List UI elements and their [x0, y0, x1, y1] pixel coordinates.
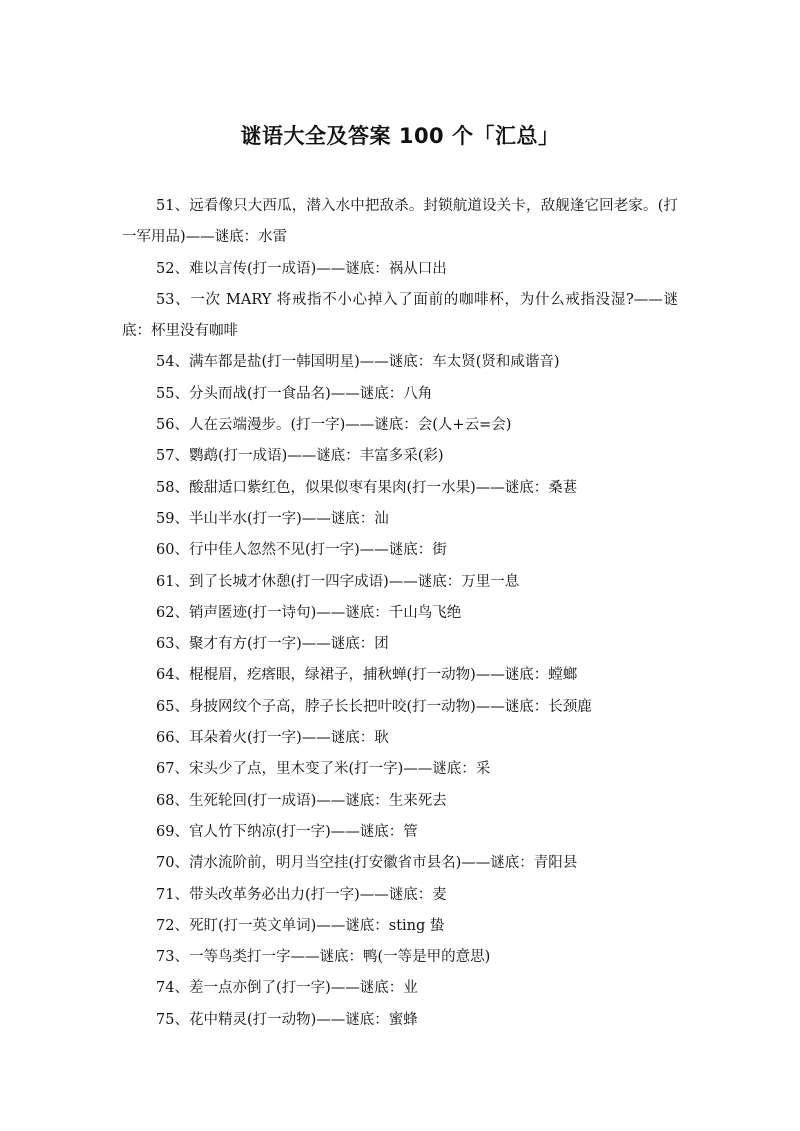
riddle-entry-52: 52、难以言传(打一成语)——谜底：祸从口出 [156, 260, 447, 277]
riddle-entry-71: 71、带头改革务必出力(打一字)——谜底：麦 [156, 886, 447, 903]
riddle-entry-64: 64、棍棍眉，疙瘩眼，绿裙子，捕秋蝉(打一动物)——谜底：螳螂 [156, 667, 578, 684]
riddle-entry-54: 54、满车都是盐(打一韩国明星)——谜底：车太贤(贤和咸谐音) [156, 354, 560, 371]
riddle-entry-65: 65、身披网纹个子高，脖子长长把叶咬(打一动物)——谜底：长颈鹿 [156, 698, 592, 715]
riddle-entry-57: 57、鹦鹉(打一成语)——谜底：丰富多采(彩) [156, 448, 444, 465]
riddle-entry-67: 67、宋头少了点，里木变了米(打一字)——谜底：采 [156, 761, 491, 778]
riddle-entry-56: 56、人在云端漫步。(打一字)——谜底：会(人+云=会) [156, 417, 512, 434]
riddle-entry-72: 72、死盯(打一英文单词)——谜底：sting 蛰 [156, 917, 445, 934]
riddle-entry-59: 59、半山半水(打一字)——谜底：汕 [156, 510, 389, 527]
riddle-entry-75: 75、花中精灵(打一动物)——谜底：蜜蜂 [156, 1011, 418, 1028]
riddle-entry-61: 61、到了长城才休憩(打一四字成语)——谜底：万里一息 [156, 573, 520, 590]
riddle-entry-51: 51、远看像只大西瓜，潜入水中把敌杀。封锁航道设关卡，敌舰逢它回老家。(打一军用品)——谜底：水雷 [122, 198, 678, 246]
riddle-entry-69: 69、官人竹下纳凉(打一字)——谜底：管 [156, 823, 418, 840]
riddle-entry-74: 74、差一点亦倒了(打一字)——谜底：业 [156, 980, 418, 997]
riddle-entry-66: 66、耳朵着火(打一字)——谜底：耿 [156, 730, 389, 747]
riddle-entry-73: 73、一等鸟类打一字——谜底：鸭(一等是甲的意思) [156, 949, 491, 966]
riddle-entry-53: 53、一次 MARY 将戒指不小心掉入了面前的咖啡杯，为什么戒指没湿?——谜底：杯里没有咖啡 [122, 291, 678, 340]
riddle-entry-55: 55、分头而战(打一食品名)——谜底：八角 [156, 385, 433, 402]
document-title: 谜语大全及答案 100 个「汇总」 [240, 124, 560, 148]
riddle-entry-60: 60、行中佳人忽然不见(打一字)——谜底：街 [156, 542, 447, 559]
riddle-entry-63: 63、聚才有方(打一字)——谜底：团 [156, 636, 389, 653]
riddle-entry-62: 62、销声匿迹(打一诗句)——谜底：千山鸟飞绝 [156, 604, 462, 621]
riddle-list [122, 191, 678, 1036]
riddle-entry-58: 58、酸甜适口紫红色，似果似枣有果肉(打一水果)——谜底：桑葚 [156, 479, 578, 496]
riddle-entry-68: 68、生死轮回(打一成语)——谜底：生来死去 [156, 792, 447, 809]
riddle-entry-70: 70、清水流阶前，明月当空挂(打安徽省市县名)——谜底：青阳县 [156, 855, 578, 872]
